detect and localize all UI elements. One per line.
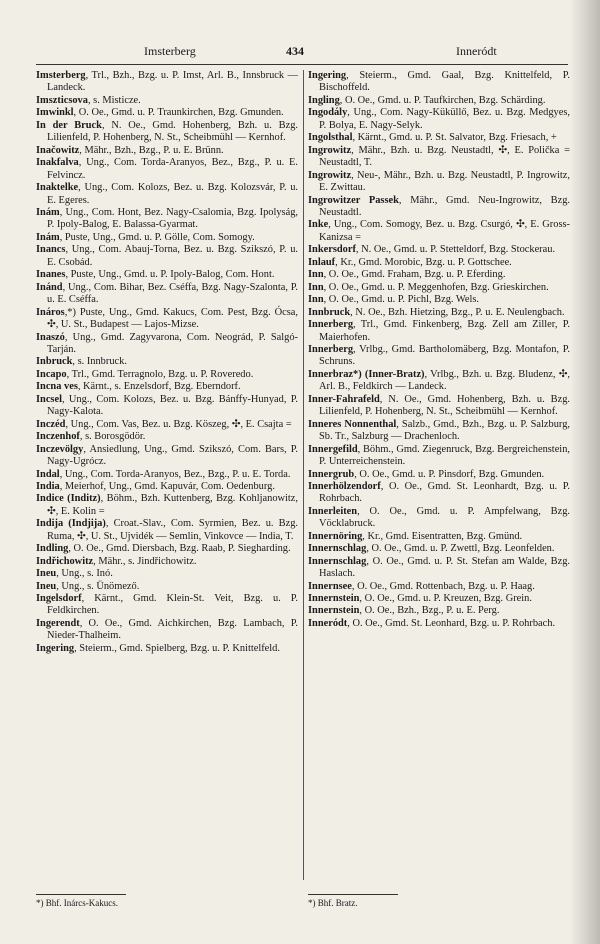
entry-headword: Ingering xyxy=(36,642,75,654)
running-header xyxy=(36,44,566,62)
left-column xyxy=(36,70,298,878)
entry-headword: Ingering xyxy=(308,70,347,81)
entry-headword: Ingerendt xyxy=(36,617,80,629)
gazetteer-entry: Ineu, Ung., s. Inó. xyxy=(36,568,113,580)
entry-headword: Ingrowitzer Passek xyxy=(308,194,399,206)
entry-headword: Inakfalva xyxy=(36,157,79,169)
entry-headword: Ingling xyxy=(308,94,340,106)
gazetteer-entry: Imsterberg, Trl., Bzh., Bzg. u. P. Imst, Arl. B., Innsbruck — Landeck. xyxy=(36,70,298,94)
gazetteer-entry: Incapo, Trl., Gmd. Terragnolo, Bzg. u. P. Roveredo. xyxy=(36,368,254,380)
gazetteer-entry: Ingerendt, O. Oe., Gmd. Aichkirchen, Bzg. Lambach, P. Nieder-Thalheim. xyxy=(36,617,298,642)
entry-headword: Inke xyxy=(308,219,329,231)
footnote-right: *) Bhf. Bratz. xyxy=(308,898,358,908)
gazetteer-entry: Inneródt, O. Oe., Gmd. St. Leonhard, Bzg. u. P. Rohrbach. xyxy=(308,617,556,629)
entry-headword: Inám xyxy=(36,206,60,218)
header-left-keyword: Imsterberg xyxy=(144,44,196,58)
entry-headword: Inkersdorf xyxy=(308,244,356,256)
gazetteer-entry: Inn, O. Oe., Gmd. Fraham, Bzg. u. P. Eferding. xyxy=(308,269,506,281)
entry-headword: Inn xyxy=(308,269,324,281)
entry-headword: Inneres Nonnenthal xyxy=(308,418,397,430)
gazetteer-entry: Innerbraz*) (Inner-Bratz), Vrlbg., Bzh. u. Bzg. Bludenz, ✣, Arl. B., Feldkirch — Landeck. xyxy=(308,368,570,393)
gazetteer-entry: Innbruck, N. Oe., Bzh. Hietzing, Bzg., P. u. E. Neulengbach. xyxy=(308,306,565,318)
entry-headword: Ináros xyxy=(36,306,65,318)
gazetteer-entry: Innergefild, Böhm., Gmd. Ziegenruck, Bzg. Bergreichenstein, P. Unterreichenstein. xyxy=(308,443,570,468)
gazetteer-entry: Ingering, Steierm., Gmd. Gaal, Bzg. Knittelfeld, P. Bischoffeld. xyxy=(308,70,570,94)
entry-headword: India xyxy=(36,480,60,492)
gazetteer-entry: Inneres Nonnenthal, Salzb., Gmd., Bzh., Bzg. u. P. Salzburg, Sb. Tr., Salzburg — Drachenloch. xyxy=(308,418,570,443)
gazetteer-entry: Innergrub, O. Oe., Gmd. u. P. Pinsdorf, Bzg. Gmunden. xyxy=(308,468,545,480)
gazetteer-entry: Indija (Indjija), Croat.-Slav., Com. Syrmien, Bez. u. Bzg. Ruma, ✣, U. St., Ujvidék — Semlin, Vinkovce — India, T. xyxy=(36,518,298,542)
right-column xyxy=(308,70,570,878)
entry-headword: Indija (Indjija) xyxy=(36,518,106,530)
gazetteer-entry: Ingelsdorf, Kärnt., Gmd. Klein-St. Veit, Bzg. u. P. Feldkirchen. xyxy=(36,593,298,617)
gazetteer-entry: Imszticsova, s. Misticze. xyxy=(36,94,141,106)
entry-headword: Innernschlag xyxy=(308,543,367,555)
entry-headword: Innernstein xyxy=(308,593,360,605)
entry-headword: Inačowitz xyxy=(36,144,80,156)
entry-headword: Imsterberg xyxy=(36,70,86,81)
gazetteer-entry: Innerberg, Trl., Gmd. Finkenberg, Bzg. Zell am Ziller, P. Maierhofen. xyxy=(308,319,570,343)
gazetteer-entry: Inám, Puste, Ung., Gmd. u. P. Gölle, Com. Somogy. xyxy=(36,231,255,243)
entry-headword: Innernöring xyxy=(308,530,363,542)
gazetteer-entry: Incsel, Ung., Com. Kolozs, Bez. u. Bzg. Bánffy-Hunyad, P. Nagy-Kalota. xyxy=(36,393,298,418)
entry-headword: Imwinkl xyxy=(36,107,74,119)
entry-headword: Ingolsthal xyxy=(308,132,353,144)
gazetteer-entry: Innernschlag, O. Oe., Gmd. u. P. Zwettl, Bzg. Leonfelden. xyxy=(308,543,555,555)
entry-headword: Innernschlag xyxy=(308,555,367,567)
page-number: 434 xyxy=(286,44,304,58)
gazetteer-entry: Ingrowitz, Neu-, Mähr., Bzh. u. Bzg. Neustadtl, P. Ingrowitz, E. Zwittau. xyxy=(308,169,570,194)
gazetteer-entry: Inn, O. Oe., Gmd. u. P. Pichl, Bzg. Wels. xyxy=(308,294,480,306)
entry-headword: Innernsee xyxy=(308,580,352,592)
gazetteer-entry: Indice (Inditz), Böhm., Bzh. Kuttenberg, Bzg. Kohljanowitz, ✣, E. Kolin = xyxy=(36,493,298,517)
gazetteer-entry: Inner-Fahrafeld, N. Oe., Gmd. Hohenberg, Bzh. u. Bzg. Lilienfeld, P. Hohenberg, N. St., Scheibmühl — Kernhof. xyxy=(308,393,570,418)
footnote-left: *) Bhf. Inárcs-Kakucs. xyxy=(36,898,118,908)
entry-headword: Inner-Fahrafeld xyxy=(308,393,380,405)
entry-headword: Inlauf xyxy=(308,256,336,268)
entry-headword: Ingodály xyxy=(308,107,348,119)
entry-headword: Innernstein xyxy=(308,605,360,617)
gazetteer-entry: Imwinkl, O. Oe., Gmd. u. P. Traunkirchen, Bzg. Gmunden. xyxy=(36,107,284,119)
entry-headword: Inám xyxy=(36,231,60,243)
entry-headword: Innerberg xyxy=(308,319,354,331)
gazetteer-entry: Indřichowitz, Mähr., s. Jindřichowitz. xyxy=(36,555,197,567)
gazetteer-entry: Ineu, Ung., s. Ünömező. xyxy=(36,580,140,592)
gazetteer-entry: Indal, Ung., Com. Torda-Aranyos, Bez., Bzg., P. u. E. Torda. xyxy=(36,468,291,480)
entry-headword: Incna ves xyxy=(36,381,78,393)
column-divider xyxy=(303,70,304,880)
entry-headword: Innbruck xyxy=(308,306,351,318)
header-right-keyword: Inneródt xyxy=(456,44,497,58)
entry-headword: Inaktelke xyxy=(36,182,79,194)
entry-headword: Innerbraz*) (Inner-Bratz) xyxy=(308,368,425,380)
gazetteer-entry: Ingering, Steierm., Gmd. Spielberg, Bzg. u. P. Knittelfeld. xyxy=(36,642,280,654)
entry-headword: Inczéd xyxy=(36,418,66,430)
gazetteer-entry: Ingodály, Ung., Com. Nagy-Küküllő, Bez. u. Bzg. Medgyes, P. Bolya, E. Nagy-Selyk. xyxy=(308,107,570,131)
gazetteer-entry: Inkersdorf, N. Oe., Gmd. u. P. Stetteldorf, Bzg. Stockerau. xyxy=(308,244,556,256)
gazetteer-entry: Inám, Ung., Com. Hont, Bez. Nagy-Csalomia, Bzg. Ipolyság, P. Ipoly-Balog, E. Balassa-Gyarmat. xyxy=(36,206,298,231)
entry-headword: Innerhölzendorf xyxy=(308,480,381,492)
entry-headword: Incapo xyxy=(36,368,67,380)
entry-headword: Inbruck xyxy=(36,356,73,368)
gazetteer-entry: Innernschlag, O. Oe., Gmd. u. P. St. Stefan am Walde, Bzg. Haslach. xyxy=(308,555,570,580)
entry-headword: Inn xyxy=(308,281,324,293)
entry-headword: Inánd xyxy=(36,281,63,293)
gazetteer-entry: Incna ves, Kärnt., s. Enzelsdorf, Bzg. Eberndorf. xyxy=(36,381,241,393)
gazetteer-entry: Inaktelke, Ung., Com. Kolozs, Bez. u. Bzg. Kolozsvár, P. u. E. Egeres. xyxy=(36,182,298,206)
gazetteer-entry: Ingrowitzer Passek, Mähr., Gmd. Neu-Ingrowitz, Bzg. Neustadtl. xyxy=(308,194,570,218)
gazetteer-entry: Inke, Ung., Com. Somogy, Bez. u. Bzg. Csurgó, ✣, E. Gross-Kanizsa = xyxy=(308,219,570,243)
entry-headword: Incsel xyxy=(36,393,62,405)
entry-headword: Ineu xyxy=(36,580,57,592)
gazetteer-entry: Innernöring, Kr., Gmd. Eisentratten, Bzg. Gmünd. xyxy=(308,530,523,542)
gazetteer-entry: Innernstein, O. Oe., Bzh., Bzg., P. u. E. Perg. xyxy=(308,605,500,617)
entry-headword: Inn xyxy=(308,294,324,306)
footnote-rule-left xyxy=(36,894,126,895)
gazetteer-entry: Inačowitz, Mähr., Bzh., Bzg., P. u. E. Brünn. xyxy=(36,144,224,156)
entry-headword: Inancs xyxy=(36,244,66,256)
gazetteer-entry: Ingrowitz, Mähr., Bzh. u. Bzg. Neustadtl, ✣, E. Polička = Neustadtl, T. xyxy=(308,144,570,169)
gazetteer-entry: India, Meierhof, Ung., Gmd. Kapuvár, Com. Oedenburg. xyxy=(36,480,275,492)
gazetteer-entry: In der Bruck, N. Oe., Gmd. Hohenberg, Bzh. u. Bzg. Lilienfeld, P. Hohenberg, N. St., Scheibmühl — Kernhof. xyxy=(36,119,298,144)
gazetteer-entry: Ingling, O. Oe., Gmd. u. P. Taufkirchen, Bzg. Schärding. xyxy=(308,94,546,106)
gazetteer-entry: Innerhölzendorf, O. Oe., Gmd. St. Leonhardt, Bzg. u. P. Rohrbach. xyxy=(308,480,570,505)
gazetteer-entry: Innernsee, O. Oe., Gmd. Rottenbach, Bzg. u. P. Haag. xyxy=(308,580,535,592)
gazetteer-entry: Inczéd, Ung., Com. Vas, Bez. u. Bzg. Köszeg, ✣, E. Csajta = xyxy=(36,418,292,430)
gazetteer-entry: Indling, O. Oe., Gmd. Diersbach, Bzg. Raab, P. Siegharding. xyxy=(36,543,291,555)
gazetteer-entry: Inakfalva, Ung., Com. Torda-Aranyos, Bez., Bzg., P. u. E. Felvincz. xyxy=(36,157,298,181)
gazetteer-entry: Ináros,*) Puste, Ung., Gmd. Kakucs, Com. Pest, Bzg. Ócsa, ✣, U. St., Budapest — Lajos-Mizse. xyxy=(36,306,298,331)
entry-headword: Innergefild xyxy=(308,443,358,455)
gazetteer-entry: Innerberg, Vrlbg., Gmd. Bartholomäberg, Bzg. Montafon, P. Schruns. xyxy=(308,343,570,368)
page-edge-shadow xyxy=(570,0,600,944)
header-rule xyxy=(36,64,568,65)
gazetteer-entry: Innerleiten, O. Oe., Gmd. u. P. Ampfelwang, Bzg. Vöcklabruck. xyxy=(308,505,570,530)
gazetteer-entry: Inn, O. Oe., Gmd. u. P. Meggenhofen, Bzg. Grieskirchen. xyxy=(308,281,549,293)
gazetteer-entry: Inaszó, Ung., Gmd. Zagyvarona, Com. Neográd, P. Salgó-Tarján. xyxy=(36,331,298,355)
entry-headword: Innergrub xyxy=(308,468,355,480)
footnote-rule-right xyxy=(308,894,398,895)
entry-headword: Indřichowitz xyxy=(36,555,94,567)
entry-headword: Indling xyxy=(36,543,69,555)
gazetteer-entry: Inczenhof, s. Borosgödör. xyxy=(36,431,146,443)
gazetteer-entry: Inánd, Ung., Com. Bihar, Bez. Cséffa, Bzg. Nagy-Szalonta, P. u. E. Cséffa. xyxy=(36,281,298,306)
gazetteer-entry: Inancs, Ung., Com. Abauj-Torna, Bez. u. Bzg. Szikszó, P. u. E. Csobád. xyxy=(36,244,298,268)
gazetteer-entry: Inbruck, s. Innbruck. xyxy=(36,356,127,368)
entry-headword: In der Bruck xyxy=(36,119,102,131)
entry-headword: Indice (Inditz) xyxy=(36,493,101,505)
entry-headword: Innerberg xyxy=(308,343,354,355)
entry-headword: Imszticsova xyxy=(36,94,88,106)
entry-headword: Ingelsdorf xyxy=(36,593,82,605)
entry-headword: Ingrowitz xyxy=(308,169,352,181)
entry-headword: Inczevölgy xyxy=(36,443,84,455)
gazetteer-entry: Inczevölgy, Ansiedlung, Ung., Gmd. Szikszó, Com. Bars, P. Nagy-Ugrócz. xyxy=(36,443,298,468)
entry-headword: Ineu xyxy=(36,568,57,580)
entry-headword: Inaszó xyxy=(36,331,65,343)
gazetteer-entry: Ingolsthal, Kärnt., Gmd. u. P. St. Salvator, Bzg. Friesach, + xyxy=(308,132,557,144)
gazetteer-entry: Inanes, Puste, Ung., Gmd. u. P. Ipoly-Balog, Com. Hont. xyxy=(36,269,275,281)
entry-headword: Inanes xyxy=(36,269,66,281)
entry-headword: Inczenhof xyxy=(36,431,80,443)
entry-headword: Innerleiten xyxy=(308,505,358,517)
entry-headword: Inneródt xyxy=(308,617,348,629)
gazetteer-entry: Inlauf, Kr., Gmd. Morobic, Bzg. u. P. Gottschee. xyxy=(308,256,512,268)
entry-headword: Indal xyxy=(36,468,60,480)
gazetteer-entry: Innernstein, O. Oe., Gmd. u. P. Kreuzen, Bzg. Grein. xyxy=(308,593,532,605)
entry-headword: Ingrowitz xyxy=(308,144,352,156)
